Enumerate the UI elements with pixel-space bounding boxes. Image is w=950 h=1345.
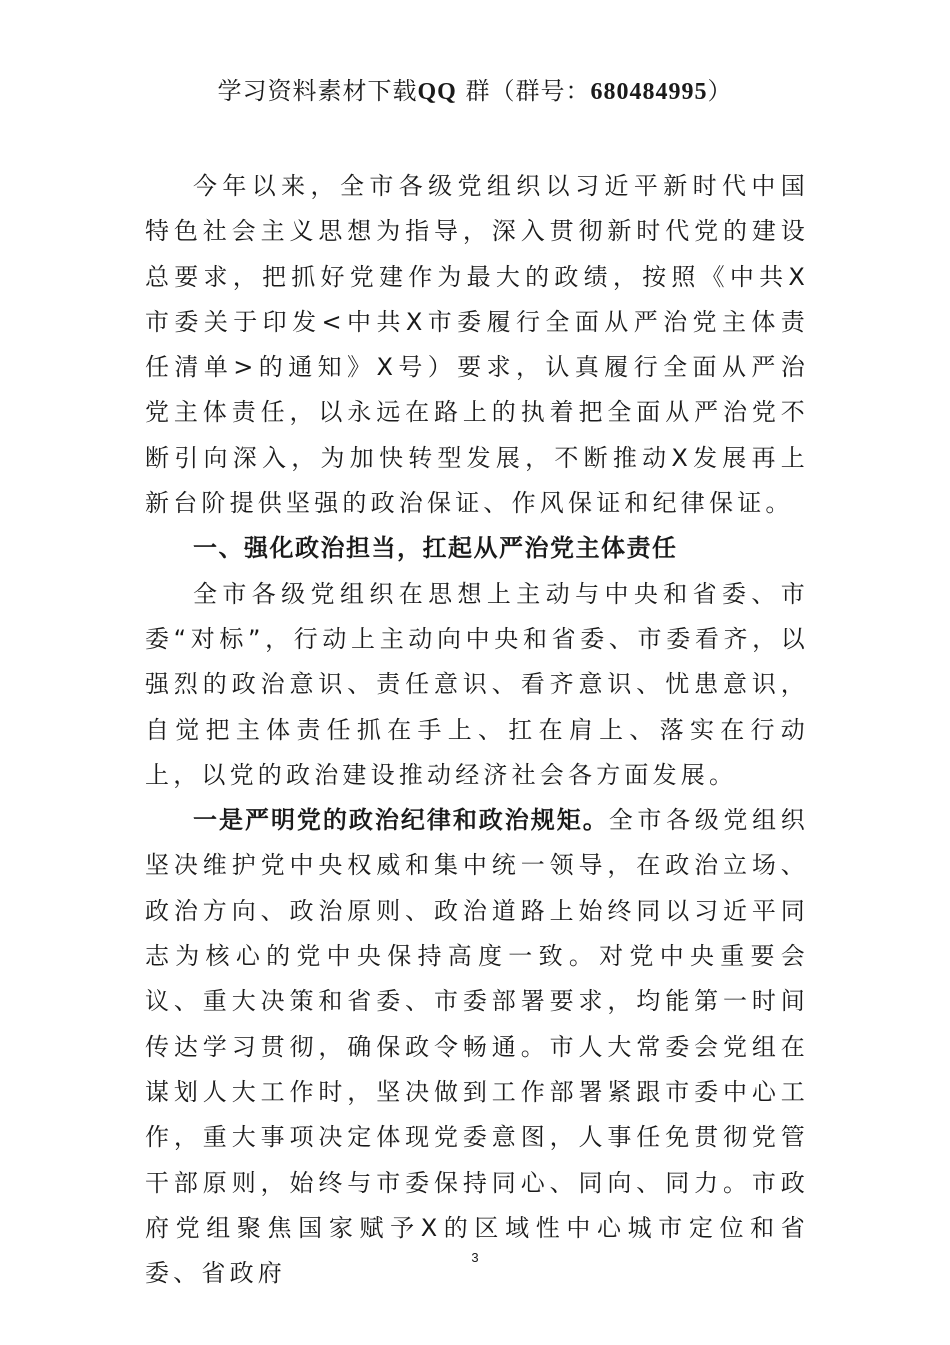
point-lead: 一是严明党的政治纪律和政治规矩。: [193, 806, 609, 835]
point-body: 全市各级党组织坚决维护党中央权威和集中统一领导，在政治立场、政治方向、政治原则、政治道路上始终同以习近平同志为核心的党中央保持高度一致。对党中央重要会议、重大决策和省委、市委部署要求，均能第一时间传达学习贯彻，确保政令畅通。市人大常委会党组在谋划人大工作时，坚决做到工作部署紧跟市委中心工作，重大事项决定体现党委意图，人事任免贯彻党管干部原则，始终与市委保持同心、同向、同力。市政府党组聚焦国家赋予X的区域性中心城市定位和省委、省政府: [145, 806, 809, 1288]
header-close-paren: ）: [707, 77, 733, 105]
section-heading: 一、强化政治担当，扛起从严治党主体责任: [193, 534, 678, 563]
header-text: 学习资料素材下载: [217, 77, 418, 105]
page-number: 3: [471, 1250, 479, 1265]
header-group-label: 群（群号：: [456, 77, 591, 105]
intro-paragraph: 今年以来，全市各级党组织以习近平新时代中国特色社会主义思想为指导，深入贯彻新时代党的建设总要求，把抓好党建作为最大的政绩，按照《中共X市委关于印发<中共X市委履行全面从严治党主体责任清单>的通知》X号）要求，认真履行全面从严治党主体责任，以永远在路上的执着把全面从严治党不断引向深入，为加快转型发展，不断推动X发展再上新台阶提供坚强的政治保证、作风保证和纪律保证。: [145, 172, 809, 518]
document-body: [145, 164, 809, 1296]
header-group-number: 680484995: [590, 79, 708, 105]
page-header: [0, 74, 950, 109]
header-qq: QQ: [417, 79, 457, 105]
point-paragraph: [145, 798, 809, 1296]
section-paragraph: 全市各级党组织在思想上主动与中央和省委、市委“对标”，行动上主动向中央和省委、市委看齐，以强烈的政治意识、责任意识、看齐意识、忧患意识，自觉把主体责任抓在手上、扛在肩上、落实在行动上，以党的政治建设推动经济社会各方面发展。: [145, 579, 809, 789]
